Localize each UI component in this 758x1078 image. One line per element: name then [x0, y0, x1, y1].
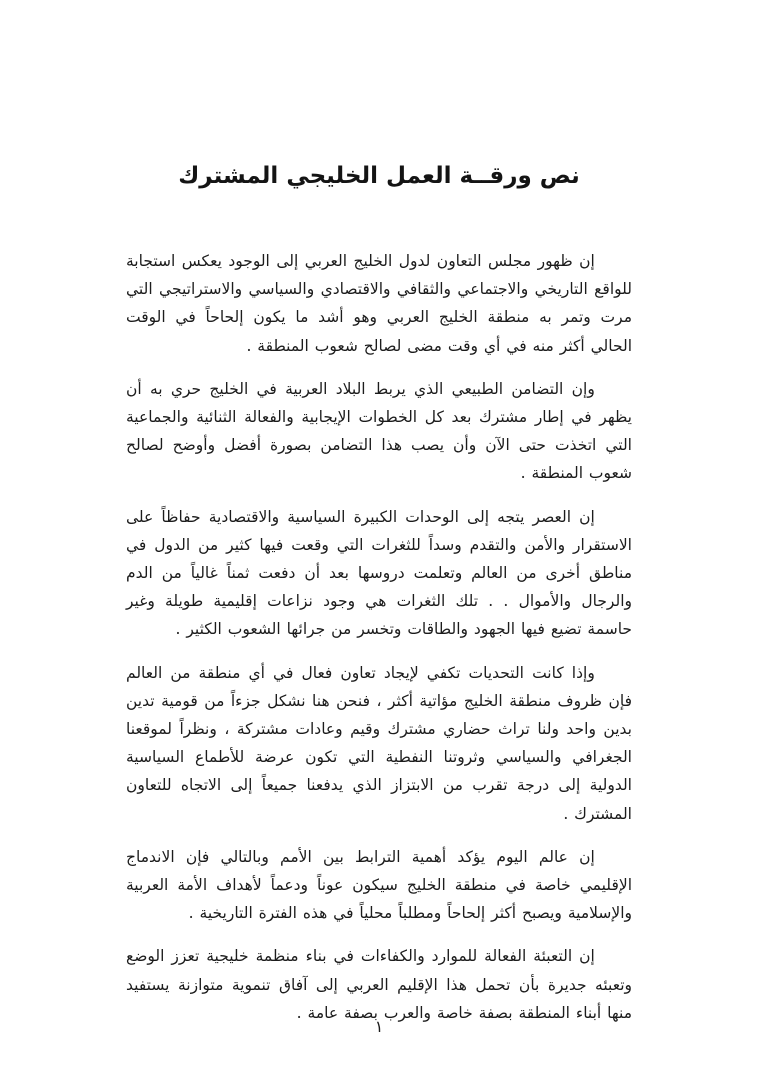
paragraph: إن التعبئة الفعالة للموارد والكفاءات في بناء منظمة خليجية تعزز الوضع وتعبئه جديرة بأن تحمل هذا الإقليم العربي إلى آفاق تنموية متوازنة يستفيد منها أبناء المنطقة بصفة خاصة والعرب بصفة عامة .: [126, 947, 632, 1022]
paragraph: وإذا كانت التحديات تكفي لإيجاد تعاون فعال في أي منطقة من العالم فإن ظروف منطقة الخليج مؤاتية أكثر ، فنحن هنا نشكل جزءاً من قومية تدين بدين واحد ولنا تراث حضاري مشترك وقيم وعادات مشتركة ، ونظراً لموقعنا الجغرافي والسياسي وثروتنا النفطية التي تكون عرضة للأطماع السياسية الدولية إلى درجة تقرب من الابتزاز الذي يدفعنا جميعاً إلى الاتجاه للتعاون المشترك .: [126, 663, 632, 823]
page-title: نص ورقــة العمل الخليجي المشترك: [178, 162, 580, 189]
paragraph: إن العصر يتجه إلى الوحدات الكبيرة السياسية والاقتصادية حفاظاً على الاستقرار والأمن والتقدم وسداً للثغرات التي وقعت فيها كثير من الدول في مناطق أخرى من العالم وتعلمت دروسها بعد أن دفعت ثمناً غالياً من الدم والرجال والأموال . . تلك الثغرات هي وجود نزاعات إقليمية طويلة وغير حاسمة تضيع فيها الجهود والطاقات وتخسر من جرائها الشعوب الكثير .: [126, 507, 632, 639]
paragraph: إن ظهور مجلس التعاون لدول الخليج العربي إلى الوجود يعكس استجابة للواقع التاريخي والاجتماعي والثقافي والاقتصادي والسياسي والاستراتيجي التي مرت وتمر به منطقة الخليج العربي وهو أشد ما يكون إلحاحاً في الوقت الحالي أكثر منه في أي وقت مضى لصالح شعوب المنطقة .: [126, 252, 632, 355]
paragraph: إن عالم اليوم يؤكد أهمية الترابط بين الأمم وبالتالي فإن الاندماج الإقليمي خاصة في منطقة الخليج سيكون عوناً ودعماً لأهداف الأمة العربية والإسلامية ويصبح أكثر إلحاحاً ومطلباً محلياً في هذه الفترة التاريخية .: [126, 847, 632, 923]
document-body: [126, 247, 632, 1027]
paragraph: وإن التضامن الطبيعي الذي يربط البلاد العربية في الخليج حري به أن يظهر في إطار مشترك بعد كل الخطوات الإيجابية والفعالة الثنائية والجماعية التي اتخذت حتى الآن وأن يصب هذا التضامن بصورة أفضل وأوضح لصالح شعوب المنطقة .: [126, 379, 632, 483]
page-number: ١: [374, 1017, 384, 1036]
